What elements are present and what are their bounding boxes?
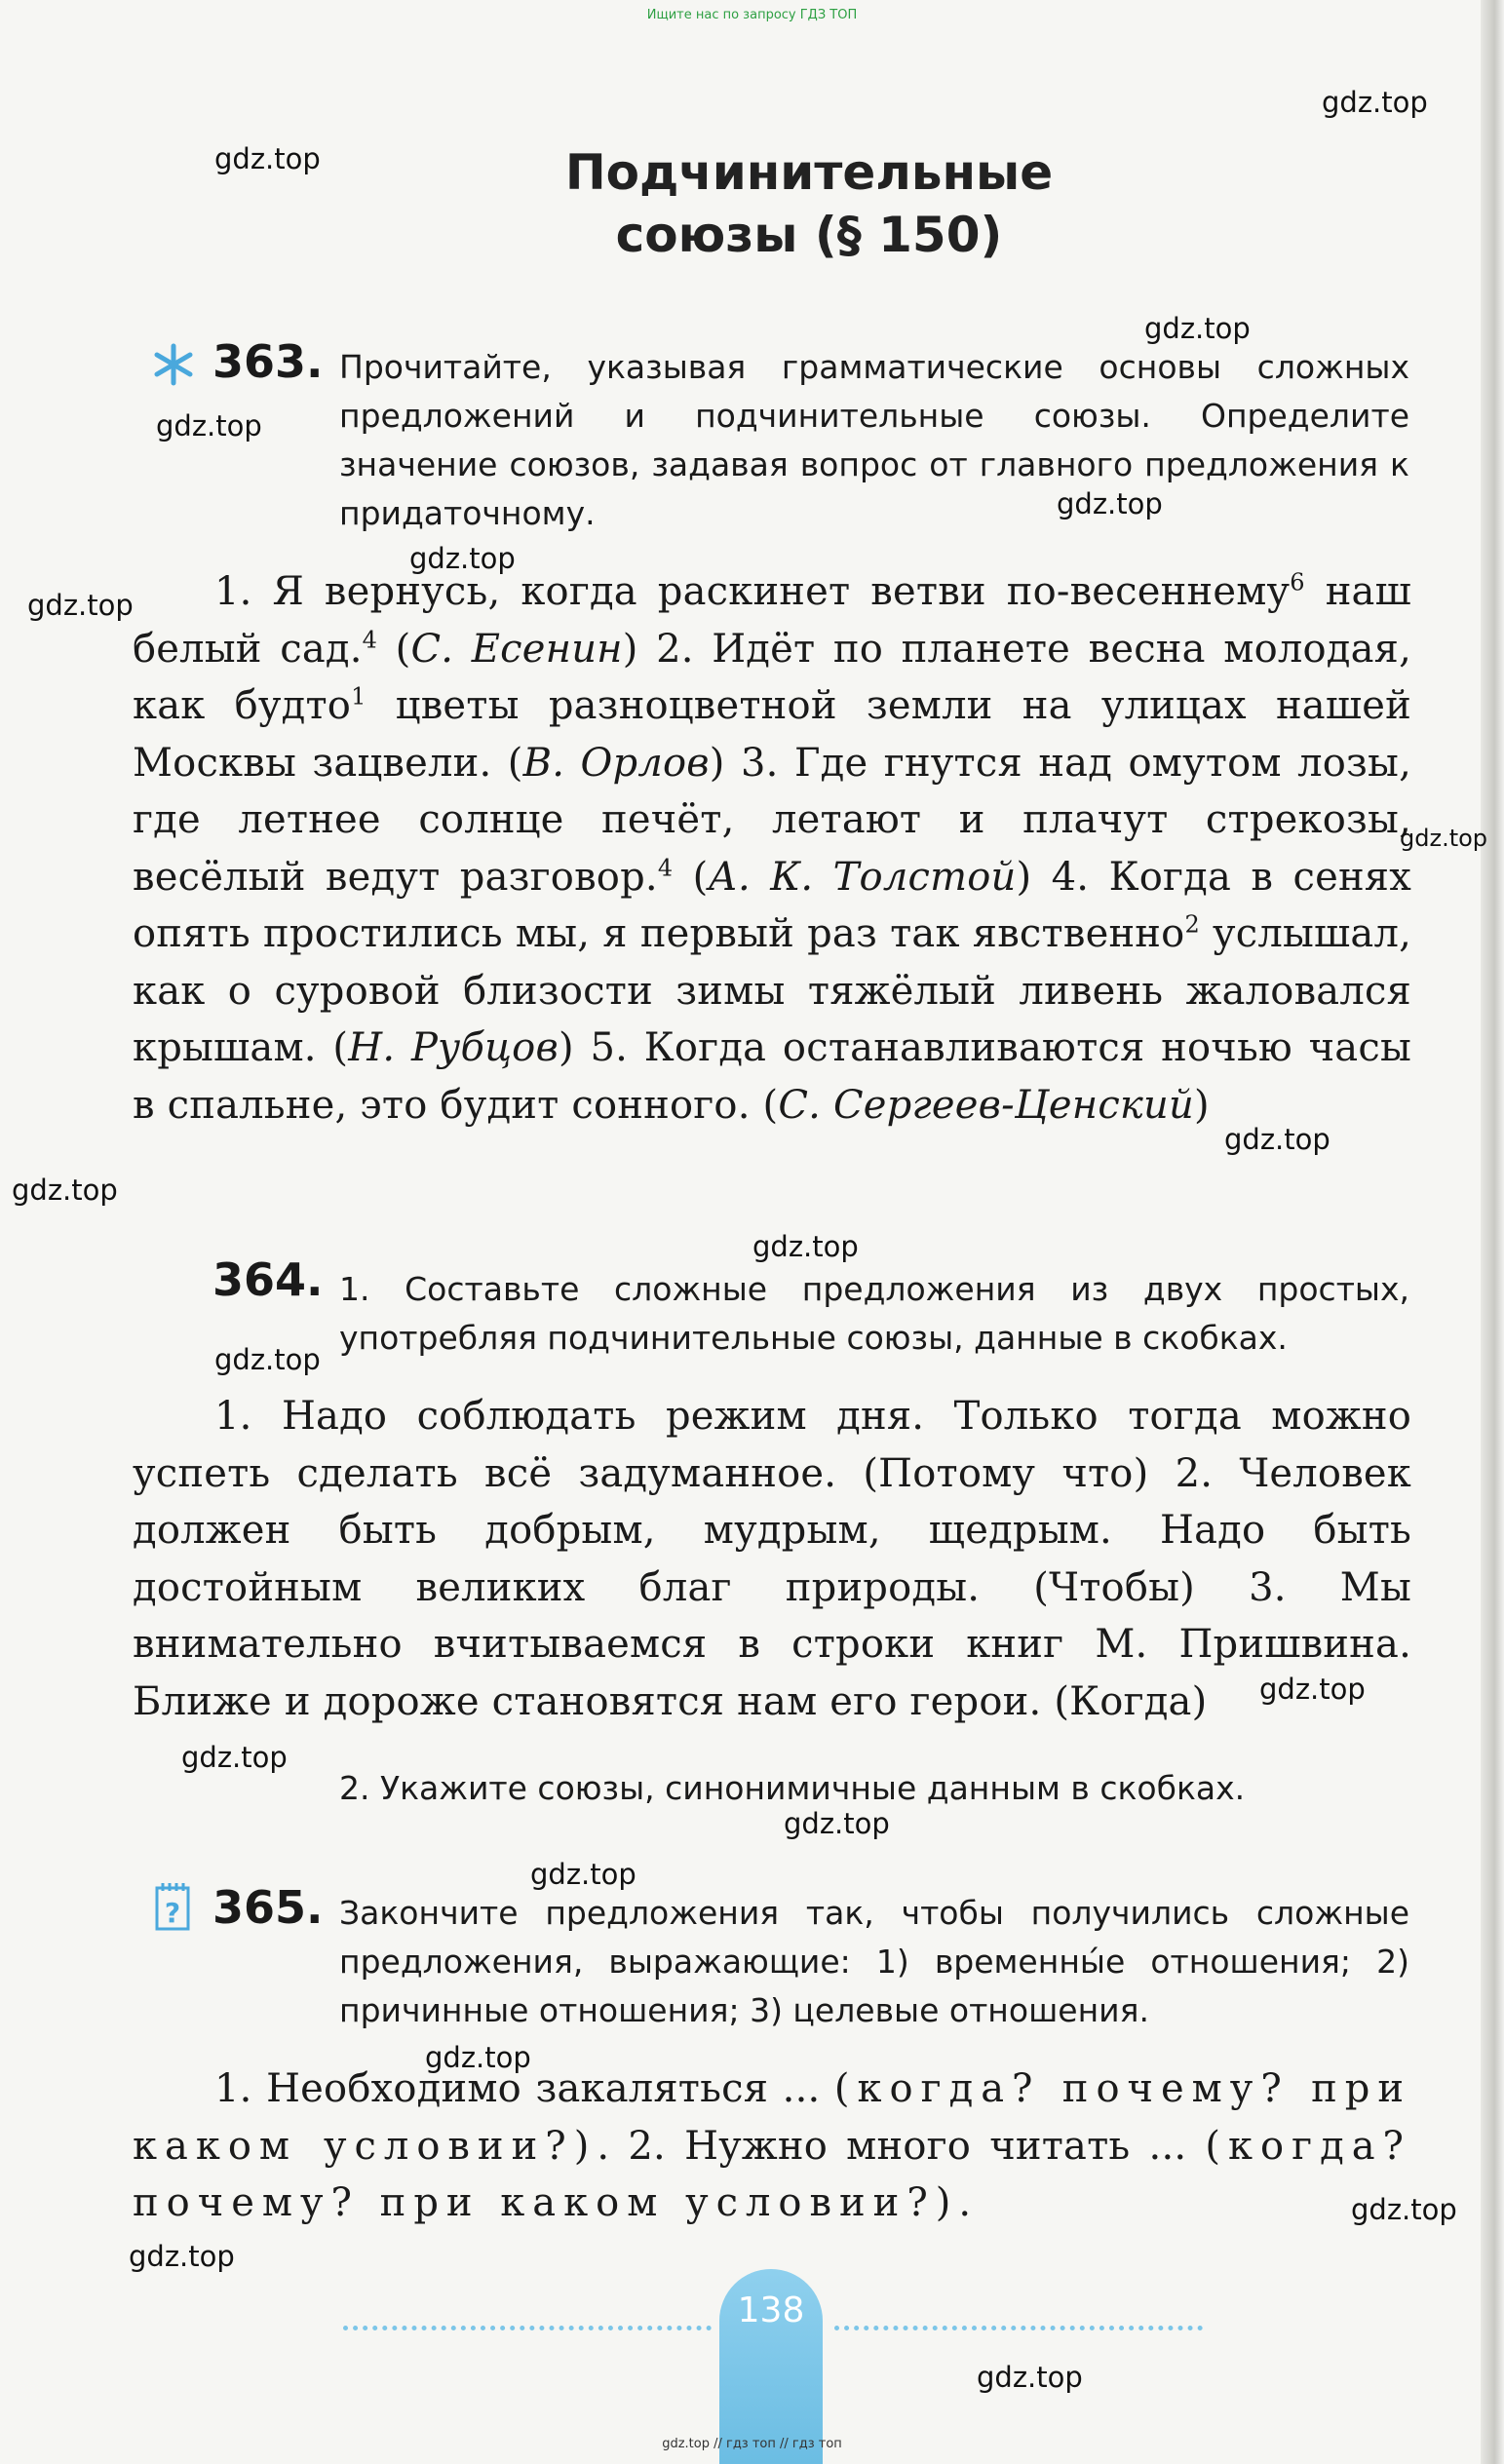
svg-text:?: ? bbox=[164, 1897, 181, 1929]
watermark: gdz.top bbox=[530, 1858, 636, 1891]
snowflake-icon bbox=[152, 343, 195, 386]
text-run: ) bbox=[1193, 1082, 1210, 1128]
watermark: gdz.top bbox=[156, 409, 262, 443]
watermark: gdz.top bbox=[27, 589, 134, 622]
watermark: gdz.top bbox=[181, 1741, 288, 1774]
exercise-364-task-2: 2. Укажите союзы, синонимичные данным в скобках. bbox=[339, 1769, 1246, 1807]
watermark: gdz.top bbox=[784, 1807, 890, 1840]
text-run: 1. Необходимо закаляться ... bbox=[214, 2066, 834, 2111]
watermark: gdz.top bbox=[1322, 86, 1428, 119]
watermark: gdz.top bbox=[1351, 2193, 1457, 2226]
watermark: gdz.top bbox=[977, 2361, 1083, 2394]
footnote-mark: 4 bbox=[657, 854, 674, 882]
text-run: . bbox=[958, 2180, 972, 2225]
text-run: услышал, как о суровой близости зимы тяжёлый ливень жаловался крышам. ( bbox=[133, 911, 1411, 1070]
section-title-line1: Подчинительные bbox=[564, 144, 1054, 201]
footnote-mark: 2 bbox=[1184, 910, 1200, 939]
top-banner[interactable]: Ищите нас по запросу ГДЗ ТОП bbox=[646, 8, 858, 22]
author-name: С. Есенин bbox=[410, 626, 623, 672]
watermark: gdz.top bbox=[1057, 487, 1163, 520]
watermark: gdz.top bbox=[409, 542, 516, 575]
exercise-363-task bbox=[339, 343, 1409, 538]
exercise-365-number: 365. bbox=[212, 1881, 324, 1934]
author-name: А. К. Толстой bbox=[708, 854, 1017, 900]
page-number: 138 bbox=[737, 2291, 805, 2330]
footnote-mark: 1 bbox=[351, 682, 366, 711]
text-run: ) 4. Когда в сенях опять простились мы, я первый раз так явственно bbox=[133, 854, 1412, 956]
text-run: 1. Я вернусь, когда раскинет ветви по-весеннему bbox=[214, 569, 1291, 614]
text-run: . 2. Нужно много читать ... bbox=[597, 2123, 1206, 2169]
page-edge bbox=[1481, 0, 1504, 2464]
exercise-364-task-1: 1. Составьте сложные предложения из двух простых, употребляя подчинительные союзы, данные в скобках. bbox=[339, 1270, 1409, 1357]
bottom-banner[interactable]: gdz.top // гдз топ // гдз топ bbox=[662, 2437, 842, 2451]
footnote-mark: 4 bbox=[362, 626, 378, 654]
text-run: цветы разноцветной земли на улицах нашей Москвы зацвели. ( bbox=[133, 683, 1411, 786]
author-name: Н. Рубцов bbox=[348, 1025, 559, 1070]
watermark: gdz.top bbox=[752, 1230, 859, 1263]
watermark: gdz.top bbox=[214, 142, 321, 175]
text-run: ) 3. Где гнутся над омутом лозы, где летнее солнце печёт, летают и плачут стрекозы, весёлый ведут разговор. bbox=[133, 740, 1412, 900]
exercise-363-task-text: Прочитайте, указывая грамматические основы сложных предложений и подчинительные союзы. Определите значение союзов, задавая вопрос от главного предложения к придаточному. bbox=[339, 348, 1409, 532]
watermark: gdz.top bbox=[1259, 1673, 1366, 1706]
text-run: ( bbox=[377, 626, 411, 672]
question-hint: (когда? почему? при каком условии?) bbox=[133, 2066, 1411, 2169]
footer-dotted-line-right bbox=[834, 2326, 1203, 2330]
author-name: С. Сергеев-Ценский bbox=[778, 1082, 1194, 1128]
footer-dotted-line-left bbox=[343, 2326, 712, 2330]
exercise-363-number: 363. bbox=[212, 335, 324, 388]
text-run: ) 2. Идёт по планете весна молодая, как будто bbox=[133, 626, 1411, 728]
watermark: gdz.top bbox=[12, 1174, 118, 1207]
watermark: gdz.top bbox=[425, 2041, 531, 2074]
question-hint: (когда? почему? при каком условии?) bbox=[133, 2123, 1411, 2225]
watermark: gdz.top bbox=[214, 1343, 321, 1376]
text-run: ) 5. Когда останавливаются ночью часы в спальне, это будит сонного. ( bbox=[133, 1025, 1411, 1128]
exercise-364-number: 364. bbox=[212, 1253, 324, 1306]
author-name: В. Орлов bbox=[522, 740, 710, 786]
text-run: наш белый сад. bbox=[133, 569, 1411, 672]
watermark: gdz.top bbox=[1224, 1123, 1330, 1156]
exercise-365-text bbox=[133, 2060, 1411, 2232]
watermark: gdz.top bbox=[1144, 312, 1251, 345]
text-run: ( bbox=[673, 854, 709, 900]
footnote-mark: 6 bbox=[1290, 568, 1305, 597]
section-title-line2: союзы (§ 150) bbox=[615, 207, 1003, 263]
exercise-365-task: Закончите предложения так, чтобы получились сложные предложения, выражающие: 1) временны́е отношения; 2) причинные отношения; 3) целевые отношения. bbox=[339, 1894, 1409, 2029]
exercise-363-text bbox=[133, 563, 1411, 1134]
exercise-364-text: 1. Надо соблюдать режим дня. Только тогда можно успеть сделать всё задуманное. (Потому что) 2. Человек должен быть добрым, мудрым, щедрым. Надо быть достойным великих благ природы. (Чтобы) 3. Мы внимательно вчитываемся в строки книг М. Пришвина. Ближе и дороже становятся нам его герои. (Когда) bbox=[133, 1394, 1411, 1724]
watermark: gdz.top bbox=[129, 2240, 235, 2273]
watermark: gdz.top bbox=[1400, 825, 1488, 852]
question-icon bbox=[154, 1881, 191, 1932]
